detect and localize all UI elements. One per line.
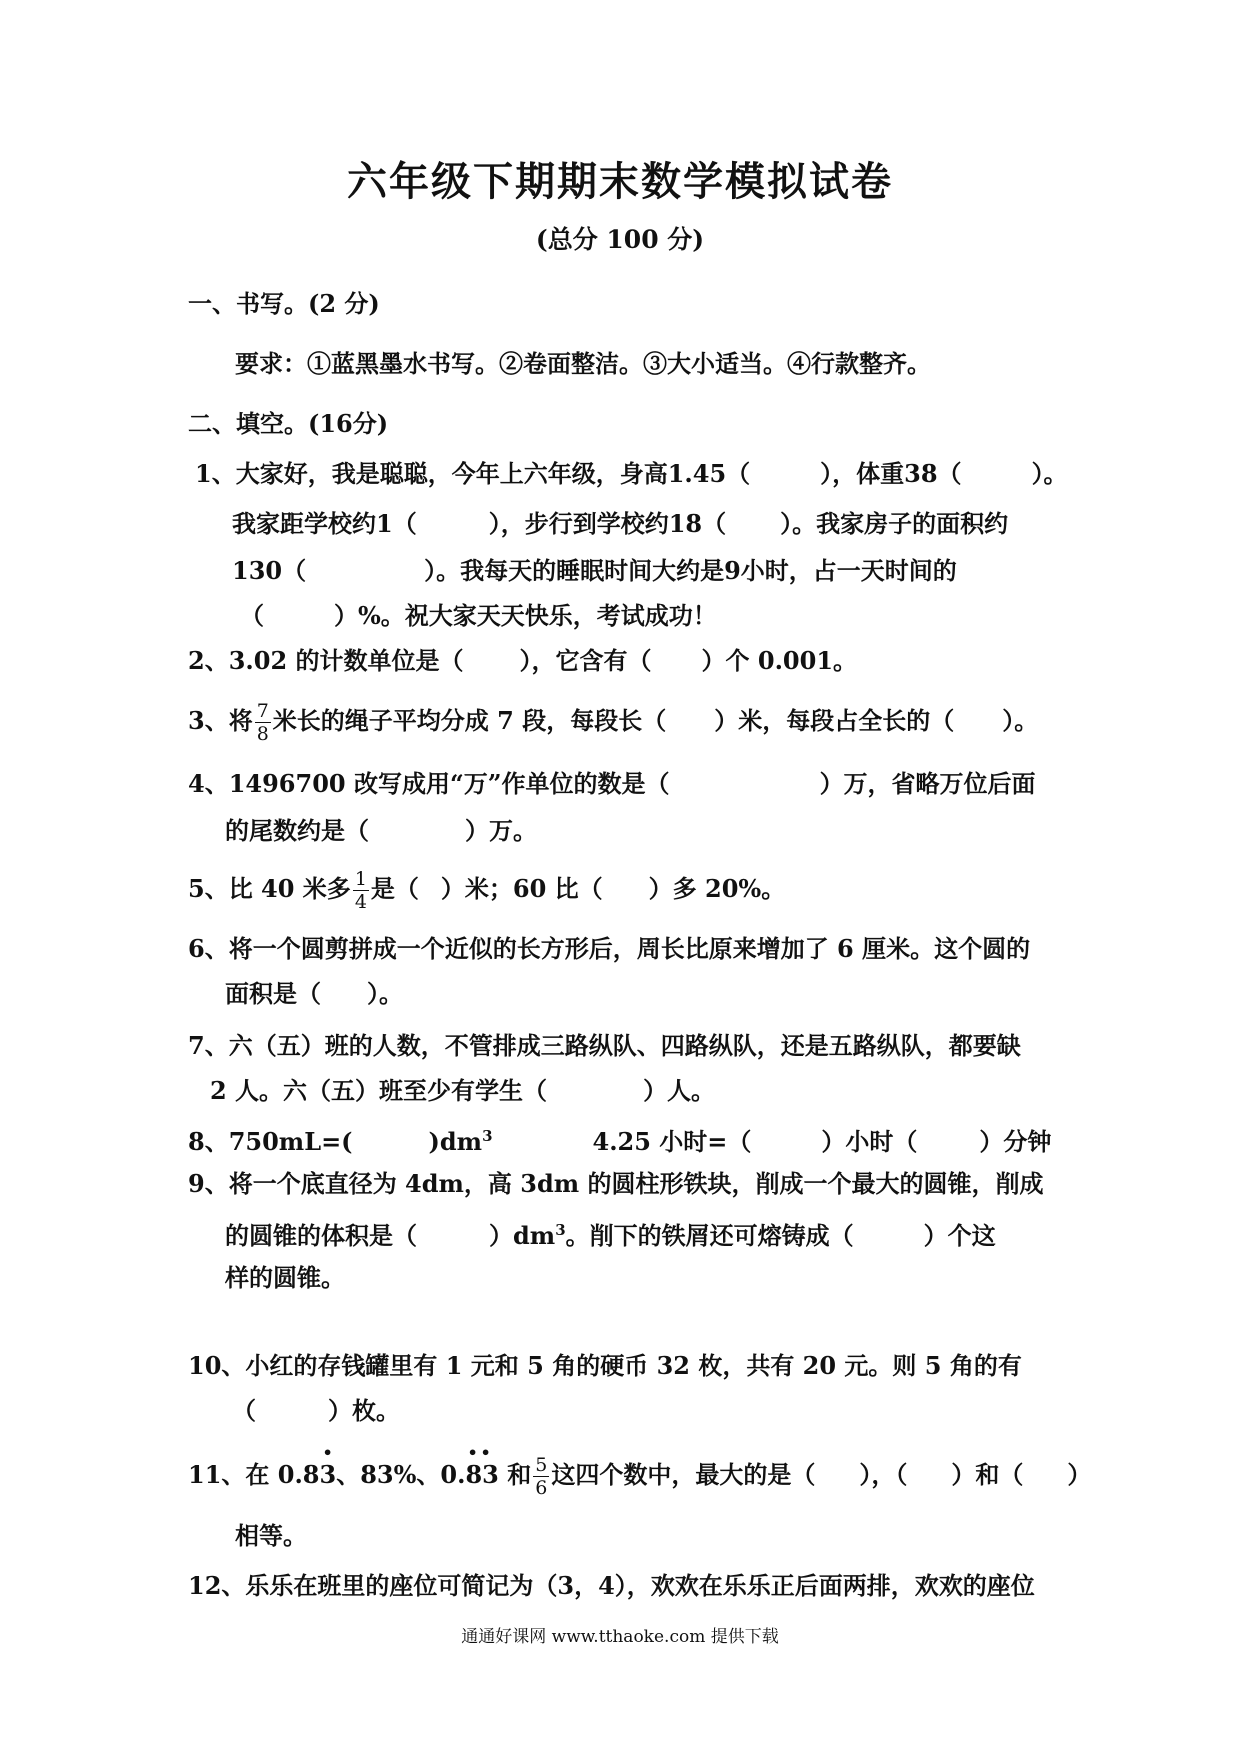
question-1-line-1: 1、大家好，我是聪聪，今年上六年级，身高1.45（ ），体重38（ ）。 [195,459,1068,488]
fraction-5-6: $\frac{5}{6}$ [535,1454,548,1499]
question-4-line-1: 4、1496700 改写成用“万”作单位的数是（ ）万，省略万位后面 [188,769,1036,798]
question-10-line-2: （ ）枚。 [232,1396,400,1425]
question-8: 8、750mL=( )$dm^3$ 4.25 小时=（ ）小时（ ）分钟 [188,1127,1052,1156]
question-10-line-1: 10、小红的存钱罐里有 1 元和 5 角的硬币 32 枚，共有 20 元。则 5 角的有 [188,1351,1022,1380]
section-2-heading: 二、填空。(16分) [188,409,389,438]
exam-subtitle: (总分 100 分) [535,225,705,254]
fraction-1-4: $\frac{1}{4}$ [354,868,367,913]
question-5: 5、比 40 米多 $\frac{1}{4}$ 是（ ）米；60 比（ ）多 20%。 [188,868,786,913]
question-12-line-1: 12、乐乐在班里的座位可简记为（3，4），欢欢在乐乐正后面两排，欢欢的座位 [188,1571,1035,1600]
exam-title: 六年级下期期末数学模拟试卷 [347,158,893,205]
repeating-decimal-digit: • 3 [319,1443,337,1489]
question-6-line-2: 面积是（ ）。 [225,979,403,1008]
question-9-line-2: 的圆锥的体积是（ ）$dm^3$。削下的铁屑还可熔铸成（ ）个这 [225,1221,996,1250]
question-1-line-4: （ ）%。祝大家天天快乐，考试成功！ [240,601,717,630]
section-1-requirement: 要求：①蓝黑墨水书写。②卷面整洁。③大小适当。④行款整齐。 [235,349,931,378]
question-1-line-3: 130（ ）。我每天的睡眠时间大约是9小时，占一天时间的 [232,556,957,585]
section-1-heading: 一、书写。(2 分) [188,289,380,318]
question-1-line-2: 我家距学校约1（ ），步行到学校约18（ ）。我家房子的面积约 [232,509,1009,538]
question-6-line-1: 6、将一个圆剪拼成一个近似的长方形后，周长比原来增加了 6 厘米。这个圆的 [188,934,1031,963]
repeating-decimal-digits: • • 83 [465,1443,499,1489]
question-9-line-1: 9、将一个底直径为 4dm，高 3dm 的圆柱形铁块，削成一个最大的圆锥，削成 [188,1169,1044,1198]
question-3: 3、将 $\frac{7}{8}$ 米长的绳子平均分成 7 段，每段长（ ）米，每段占全长的（ ）。 [188,700,1039,745]
question-2: 2、3.02 的计数单位是（ ），它含有（ ）个 0.001。 [188,646,858,675]
fraction-7-8: $\frac{7}{8}$ [256,700,269,745]
page-footer: 通通好课网 www.tthaoke.com 提供下载 [461,1627,779,1647]
question-7-line-1: 7、六（五）班的人数，不管排成三路纵队、四路纵队，还是五路纵队，都要缺 [188,1031,1021,1060]
question-11-line-2: 相等。 [235,1521,307,1550]
question-9-line-3: 样的圆锥。 [225,1263,345,1292]
question-4-line-2: 的尾数约是（ ）万。 [225,816,537,845]
question-11-line-1: 11、在 0.8 • 3、83%、0. • • 83 和 $\frac{5}{6}$ 这四个数中，最大的是（ ），（ ）和（ ） [188,1443,1092,1499]
question-7-line-2: 2 人。六（五）班至少有学生（ ）人。 [210,1076,716,1105]
